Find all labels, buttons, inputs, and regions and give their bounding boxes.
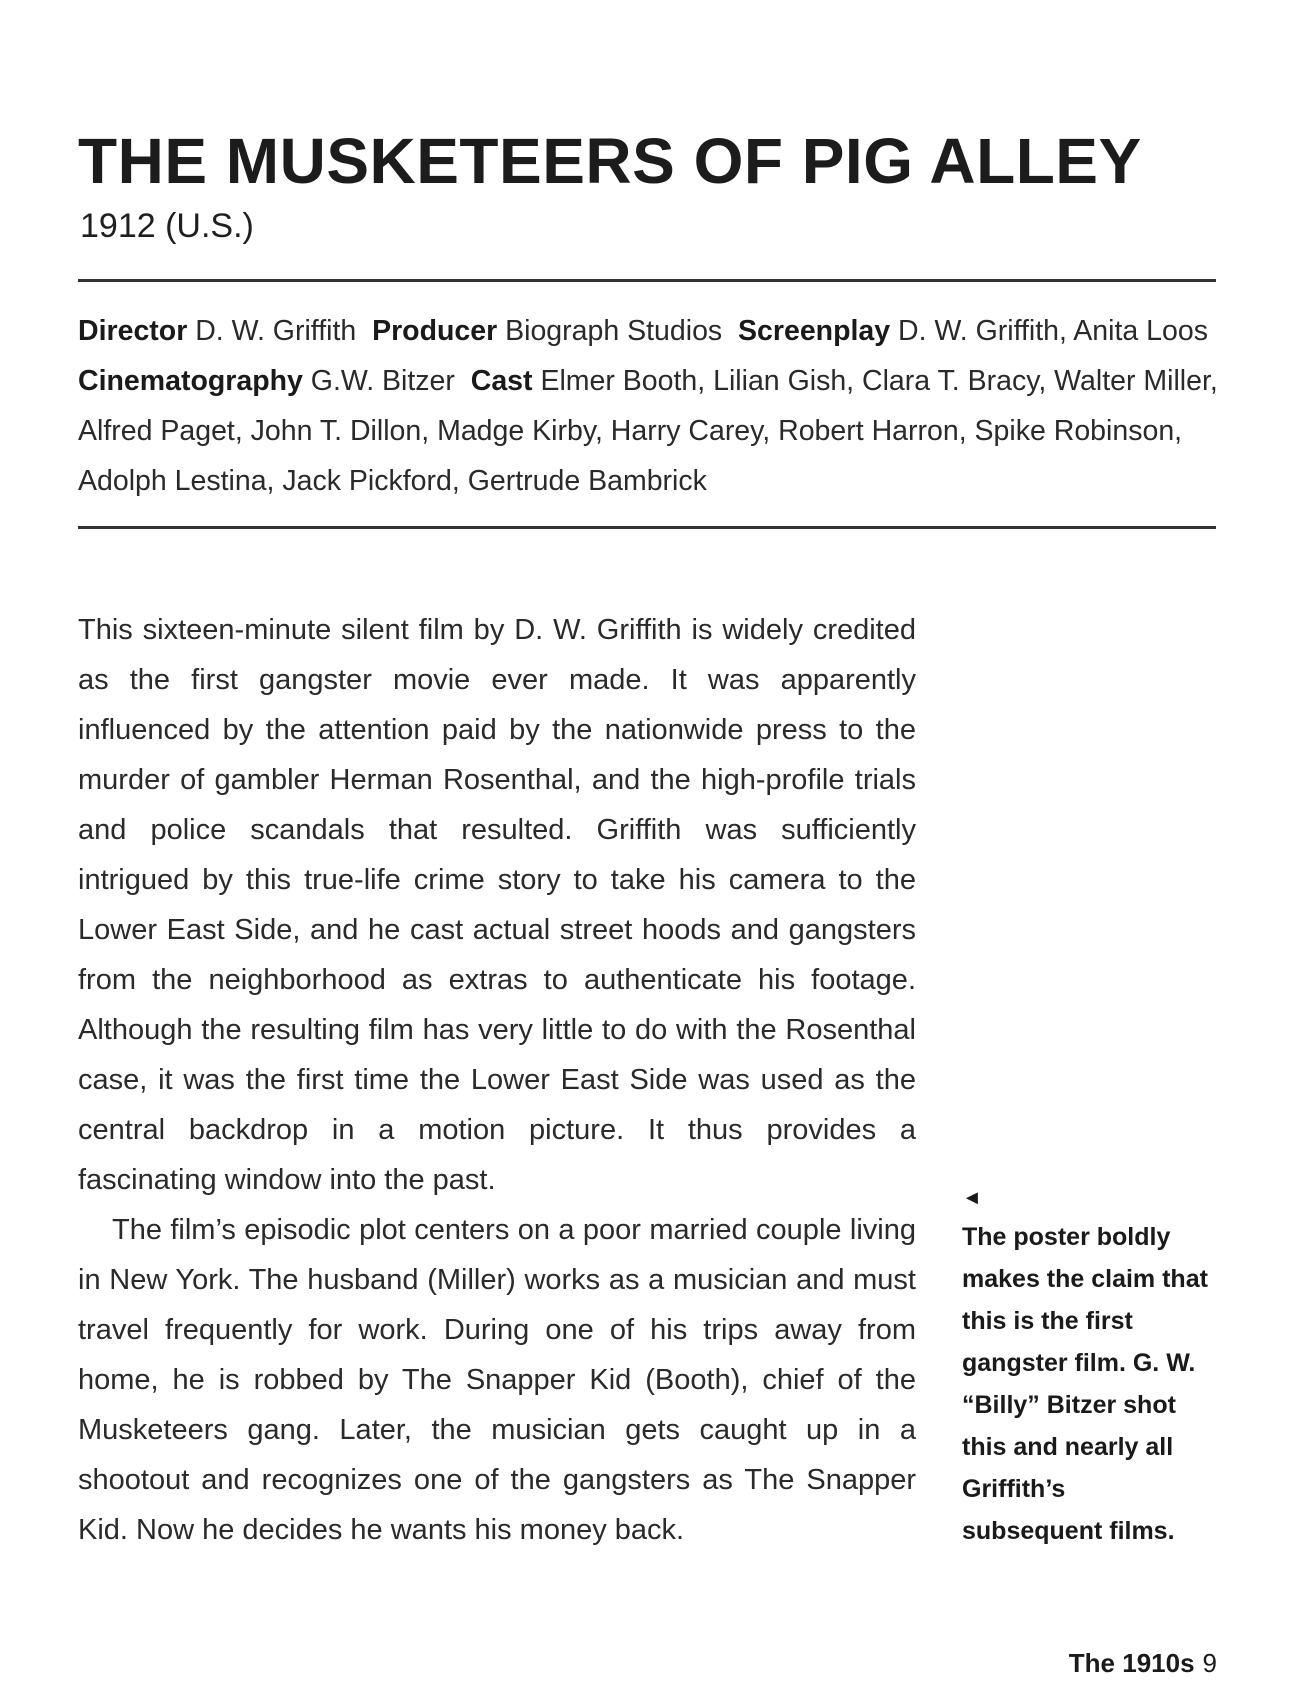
year-country: 1912 (U.S.) <box>80 207 254 245</box>
screenplay-value: D. W. Griffith, Anita Loos <box>898 315 1208 347</box>
caption-text: The poster boldly makes the claim that this is the first gangster film. G. W. “Billy” Bitzer shot this and nearly all Griffith’s subsequent films. <box>962 1223 1208 1545</box>
article-body <box>78 605 916 1555</box>
director-value: D. W. Griffith <box>195 315 357 347</box>
paragraph: This sixteen-minute silent film by D. W. Griffith is widely credited as the first gangster movie ever made. It was apparently influenced by the attention paid by the nationwide press to the murder of gambler Herman Rosenthal, and the high-profile trials and police scandals that resulted. Griffith was sufficiently intrigued by this true-life crime story to take his camera to the Lower East Side, and he cast actual street hoods and gangsters from the neighborhood as extras to authenticate his footage. Although the resulting film has very little to do with the Rosenthal case, it was the first time the Lower East Side was used as the central backdrop in a motion picture. It thus provides a fascinating window into the past. <box>78 614 916 1196</box>
cinematography-value: G.W. Bitzer <box>310 365 455 397</box>
page-title: THE MUSKETEERS OF PIG ALLEY <box>78 125 1142 197</box>
cinematography-label: Cinematography <box>78 365 303 397</box>
director-label: Director <box>78 315 188 347</box>
producer-value: Biograph Studios <box>505 315 723 347</box>
left-triangle-icon: ◄ <box>962 1187 982 1209</box>
credits-block <box>78 306 1218 506</box>
page-footer <box>1069 1648 1217 1679</box>
bottom-divider <box>78 526 1216 529</box>
cast-label: Cast <box>470 365 533 397</box>
screenplay-label: Screenplay <box>738 315 891 347</box>
top-divider <box>78 279 1216 282</box>
producer-label: Producer <box>372 315 498 347</box>
cast-value: Elmer Booth, Lilian Gish, Clara T. Bracy, Walter Miller, Alfred Paget, John T. Dillon, Madge Kirby, Harry Carey, Robert Harron, Spike Robinson, Adolph Lestina, Jack Pickford, Gertrude Bambrick <box>78 365 1218 497</box>
paragraph: The film’s episodic plot centers on a poor married couple living in New York. The husband (Miller) works as a musician and must travel frequently for work. During one of his trips away from home, he is robbed by The Snapper Kid (Booth), chief of the Musketeers gang. Later, the musician gets caught up in a shootout and recognizes one of the gangsters as The Snapper Kid. Now he decides he wants his money back. <box>78 1214 916 1546</box>
page-number: 9 <box>1202 1648 1217 1678</box>
section-name: The 1910s <box>1068 1648 1195 1678</box>
poster-caption <box>962 1188 1212 1552</box>
